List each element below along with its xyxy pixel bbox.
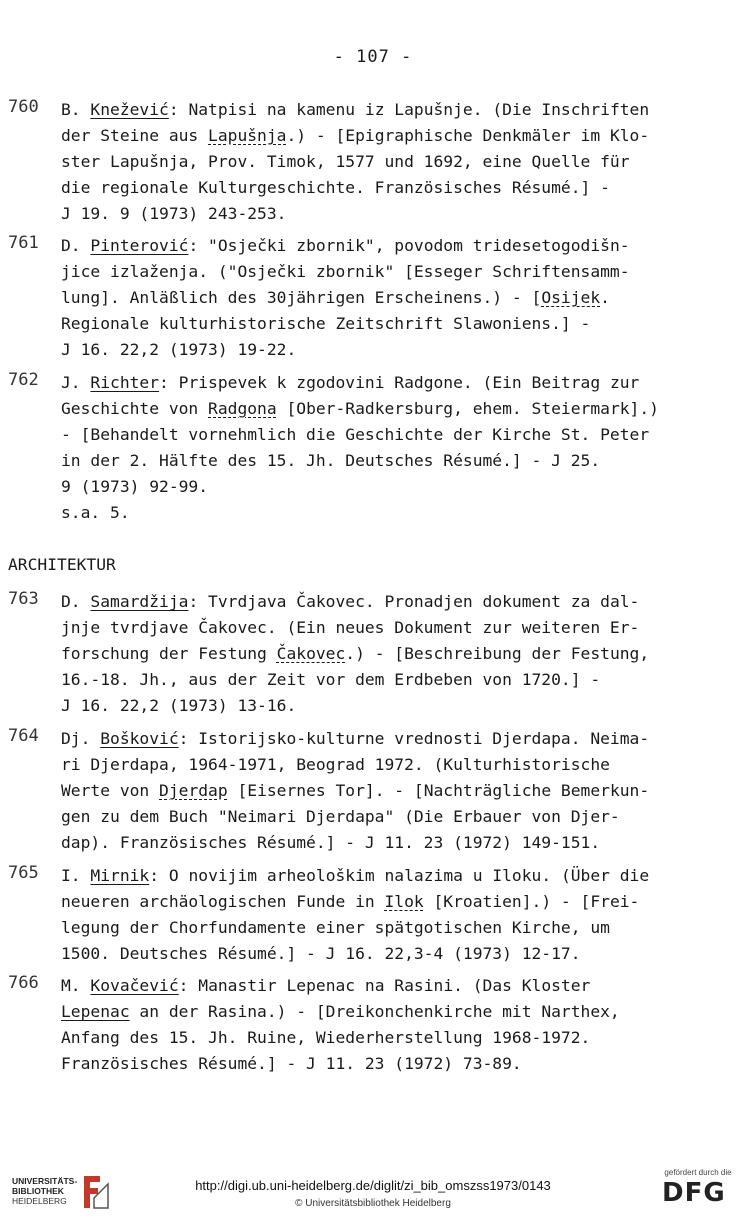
entry-line: [61, 370, 741, 396]
entry-segment: lung]. Anläßlich des 30jährigen Erscheinens.) - [: [61, 288, 542, 307]
entry-segment: I.: [61, 866, 91, 885]
entry-number: 764: [8, 726, 39, 746]
entry-line: [61, 337, 741, 363]
entry-line: [61, 175, 741, 201]
entry-text: [61, 370, 741, 526]
entry-segment: ri Djerdapa, 1964-1971, Beograd 1972. (Kulturhistorische: [61, 755, 610, 774]
place-name: Osijek: [541, 288, 601, 307]
entry-segment: Anfang des 15. Jh. Ruine, Wiederherstellung 1968-1972.: [61, 1028, 591, 1047]
entry-segment: [Ober-Radkersburg, ehem. Steiermark].): [276, 399, 659, 418]
entry-number: 763: [8, 589, 39, 609]
entry-segment: s.a. 5.: [61, 503, 130, 522]
entry-line: [61, 448, 741, 474]
entry-segment: dap). Französisches Résumé.] - J 11. 23 (1972) 149-151.: [61, 833, 601, 852]
place-name: Djerdap: [159, 781, 228, 800]
entry-line: [61, 285, 741, 311]
entry-line: [61, 973, 741, 999]
entry-segment: J.: [61, 373, 91, 392]
entry-line: [61, 201, 741, 227]
entry-line: [61, 863, 741, 889]
place-name: Lapušnja: [208, 126, 287, 145]
entry-segment: [Eisernes Tor]. - [Nachträgliche Bemerkun-: [227, 781, 650, 800]
entry-line: [61, 396, 741, 422]
entry-line: [61, 97, 741, 123]
footer: [0, 1160, 746, 1218]
entry-text: [61, 863, 741, 967]
entry-segment: J 19. 9 (1973) 243-253.: [61, 204, 287, 223]
entry-segment: 1500. Deutsches Résumé.] - J 16. 22,3-4 (1973) 12-17.: [61, 944, 581, 963]
place-name: Radgona: [208, 399, 277, 418]
entry-number: 765: [8, 863, 39, 883]
entry-segment: die regionale Kulturgeschichte. Französisches Résumé.] -: [61, 178, 610, 197]
entry-line: [61, 693, 741, 719]
entry-segment: in der 2. Hälfte des 15. Jh. Deutsches Résumé.] - J 25.: [61, 451, 601, 470]
entry-segment: der Steine aus: [61, 126, 209, 145]
entry-segment: : Istorijsko-kulturne vrednosti Djerdapa. Neima-: [178, 729, 650, 748]
dfg-caption: gefördert durch die: [664, 1168, 732, 1177]
author-name: Kovačević: [90, 976, 179, 995]
entry-text: [61, 97, 741, 227]
place-name: Čakovec: [276, 644, 346, 663]
entry-line: [61, 830, 741, 856]
entry-line: [61, 149, 741, 175]
entry-segment: : Natpisi na kamenu iz Lapušnje. (Die Inschriften: [168, 100, 650, 119]
author-name: Samardžija: [90, 592, 189, 611]
entry-segment: forschung der Festung: [61, 644, 277, 663]
entry-segment: D.: [61, 236, 91, 255]
entry-line: [61, 999, 741, 1025]
entry-segment: D.: [61, 592, 91, 611]
entry-line: [61, 941, 741, 967]
entry-line: [61, 589, 741, 615]
entry-line: [61, 500, 741, 526]
entry-segment: an der Rasina.) - [Dreikonchenkirche mit Narthex,: [129, 1002, 620, 1021]
entry-line: [61, 778, 741, 804]
page-number: - 107 -: [333, 47, 413, 67]
entry-segment: Dj.: [61, 729, 101, 748]
entry-line: [61, 259, 741, 285]
entry-segment: legung der Chorfundamente einer spätgotischen Kirche, um: [61, 918, 610, 937]
entry-line: [61, 667, 741, 693]
entry-segment: B.: [61, 100, 91, 119]
entry-line: [61, 915, 741, 941]
entry-number: 761: [8, 233, 39, 253]
entry-number: 762: [8, 370, 39, 390]
author-name: Richter: [90, 373, 160, 392]
entry-line: [61, 804, 741, 830]
entry-line: [61, 615, 741, 641]
entry-segment: 9 (1973) 92-99.: [61, 477, 209, 496]
copyright-notice: © Universitätsbibliothek Heidelberg: [295, 1198, 451, 1209]
entry-segment: J 16. 22,2 (1973) 19-22.: [61, 340, 297, 359]
library-name-1: UNIVERSITÄTS-: [12, 1176, 78, 1186]
entry-line: [61, 422, 741, 448]
place-name: Ilok: [384, 892, 424, 911]
entry-segment: .: [600, 288, 610, 307]
author-name: Knežević: [90, 100, 169, 119]
entry-segment: neueren archäologischen Funde in: [61, 892, 385, 911]
entry-number: 760: [8, 97, 39, 117]
dfg-logo[interactable]: [658, 1168, 738, 1214]
entry-segment: Französisches Résumé.] - J 11. 23 (1972) 73-89.: [61, 1054, 522, 1073]
entry-segment: 16.-18. Jh., aus der Zeit vor dem Erdbeben von 1720.] -: [61, 670, 601, 689]
entry-segment: : O novijim arheološkim nalazima u Iloku. (Über die: [149, 866, 650, 885]
entry-line: [61, 752, 741, 778]
entry-number: 766: [8, 973, 39, 993]
entry-segment: jice izlaženja. ("Osječki zbornik" [Esseger Schriftensamm-: [61, 262, 630, 281]
section-heading: ARCHITEKTUR: [8, 555, 116, 574]
entry-line: [61, 233, 741, 259]
entry-text: [61, 233, 741, 363]
dfg-wordmark: DFG: [662, 1178, 726, 1208]
entry-segment: : "Osječki zbornik", povodom tridesetogodišn-: [188, 236, 630, 255]
entry-segment: .) - [Epigraphische Denkmäler im Klo-: [286, 126, 650, 145]
entry-segment: gen zu dem Buch "Neimari Djerdapa" (Die Erbauer von Djer-: [61, 807, 620, 826]
entry-line: [61, 641, 741, 667]
entry-segment: Geschichte von: [61, 399, 209, 418]
entry-segment: : Tvrdjava Čakovec. Pronadjen dokument za dal-: [188, 592, 640, 611]
entry-segment: ster Lapušnja, Prov. Timok, 1577 und 1692, eine Quelle für: [61, 152, 630, 171]
entry-line: [61, 1025, 741, 1051]
author-name: Lepenac: [61, 1002, 130, 1021]
entry-line: [61, 311, 741, 337]
entry-segment: Werte von: [61, 781, 160, 800]
entry-text: [61, 973, 741, 1077]
entry-segment: : Manastir Lepenac na Rasini. (Das Kloster: [178, 976, 591, 995]
entry-segment: jnje tvrdjave Čakovec. (Ein neues Dokument zur weiteren Er-: [61, 618, 640, 637]
author-name: Mirnik: [90, 866, 150, 885]
entry-segment: M.: [61, 976, 91, 995]
library-name-3: HEIDELBERG: [12, 1196, 67, 1206]
author-name: Pinterović: [90, 236, 189, 255]
entry-line: [61, 1051, 741, 1077]
entry-line: [61, 123, 741, 149]
library-name-2: BIBLIOTHEK: [12, 1186, 64, 1196]
entry-segment: - [Behandelt vornehmlich die Geschichte der Kirche St. Peter: [61, 425, 650, 444]
entry-segment: J 16. 22,2 (1973) 13-16.: [61, 696, 297, 715]
entry-segment: [Kroatien].) - [Frei-: [423, 892, 640, 911]
entry-line: [61, 474, 741, 500]
author-name: Bošković: [100, 729, 179, 748]
entry-segment: .) - [Beschreibung der Festung,: [345, 644, 650, 663]
entry-segment: Regionale kulturhistorische Zeitschrift Slawoniens.] -: [61, 314, 591, 333]
entry-line: [61, 889, 741, 915]
entry-text: [61, 589, 741, 719]
entry-line: [61, 726, 741, 752]
entry-segment: : Prispevek k zgodovini Radgone. (Ein Beitrag zur: [159, 373, 640, 392]
entry-text: [61, 726, 741, 856]
source-url-link[interactable]: http://digi.ub.uni-heidelberg.de/diglit/zi_bib_omszss1973/0143: [195, 1178, 551, 1193]
